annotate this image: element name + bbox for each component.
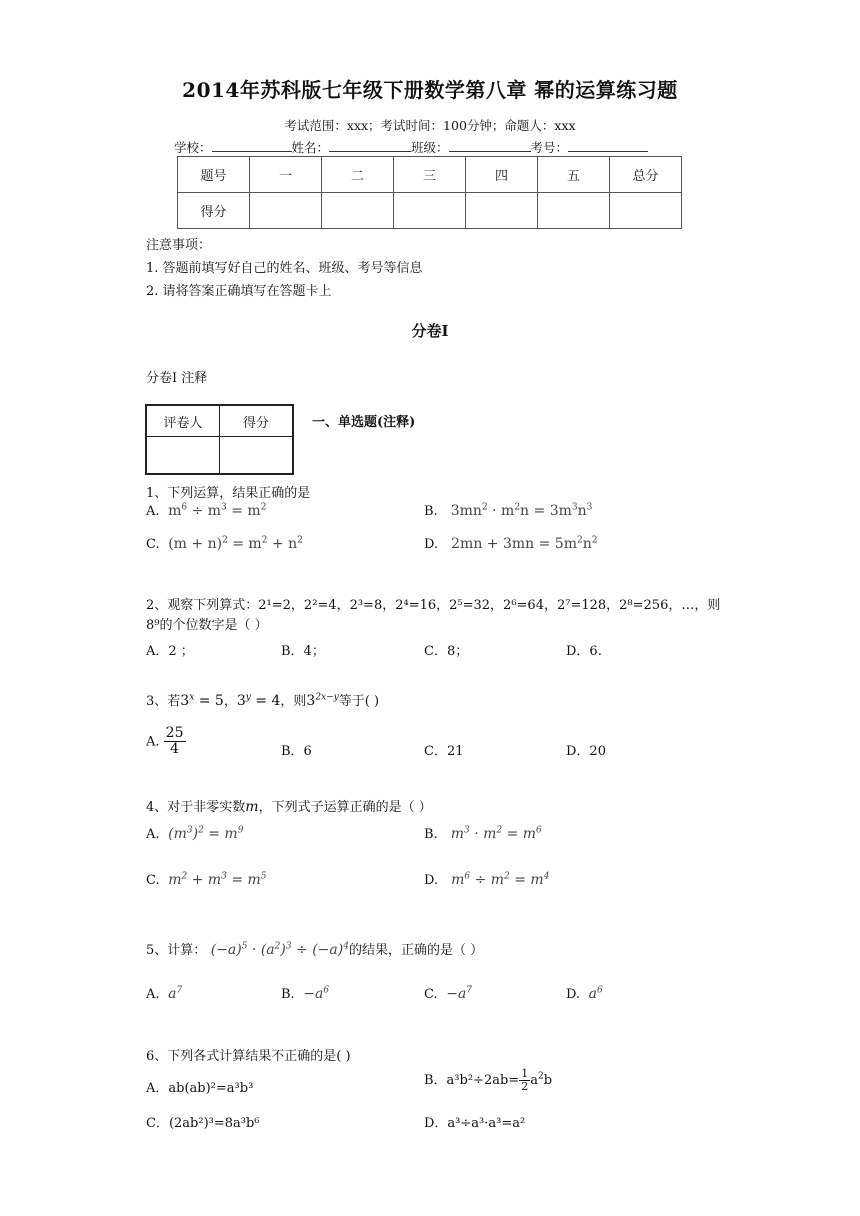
class-label: 班级： [411,140,449,155]
formula: m [245,799,259,815]
option-c[interactable]: C．(2ab²)³=8a³b⁶ [146,1116,260,1131]
option-d[interactable]: D．a³÷a³·a³=a² [424,1116,526,1131]
score-row-label: 题号 [178,157,250,193]
name-blank[interactable] [329,139,411,152]
option-d[interactable]: D. $a^6$ [566,985,603,1002]
option-a[interactable]: A. $a^7$ [146,985,183,1002]
option-a[interactable]: A．ab(ab)²=a³b³ [146,1081,254,1096]
exam-info: 考试范围：xxx；考试时间：100分钟；命题人：xxx [284,118,576,133]
question-stem-line2: 8⁹的个位数字是（ ） [146,618,268,633]
score-table-score-row [178,193,682,229]
option-a[interactable]: A．2 ； [146,644,194,659]
option-d[interactable]: D. $2mn + 3mn = 5m^2n^2$ [424,535,598,552]
part-title: 一、单选题(注释) [312,415,416,430]
fraction-formula: $\frac{1}{2}$ [521,1067,529,1094]
option-c[interactable]: C．8； [424,644,469,659]
option-a[interactable]: A. $(m^3)^2 = m^9$ [146,825,244,842]
score-col-3: 三 [394,157,466,193]
formula: $3^y = 4$ [236,692,281,709]
grader-label: 评卷人 [146,405,220,437]
school-label: 学校： [174,140,212,155]
option-b[interactable]: B．a³b²÷2ab= $\frac{1}{2}$ $a^2b$ [424,1067,553,1094]
formula: $(m + n)^2 = m^2 + n^2$ [163,535,303,552]
grader-table [145,404,294,475]
score-cell[interactable] [394,193,466,229]
score-col-2: 二 [322,157,394,193]
formula: $(-a)^5 \cdot (a^2)^3 \div (-a)^4$ [206,941,349,958]
id-blank[interactable] [568,139,648,152]
formula: $a^6$ [584,985,603,1002]
formula: $m^6 \div m^3 = m^2$ [163,502,267,519]
option-b[interactable]: B. $m^3 \cdot m^2 = m^6$ [424,825,542,842]
score-row-label-2: 得分 [178,193,250,229]
option-b[interactable]: B．4； [281,644,325,659]
formula: $m^3 \cdot m^2 = m^6$ [441,825,542,842]
option-a[interactable]: A. $m^6 \div m^3 = m^2$ [146,502,267,519]
formula: $3^x = 5$ [180,692,224,709]
question-stem: 1、下列运算，结果正确的是 [146,486,311,501]
formula: $(m^3)^2 = m^9$ [163,825,244,842]
formula: $-a^7$ [441,985,473,1002]
id-label: 考号： [530,140,569,155]
option-a[interactable]: A. $\frac{25}{4}$ [146,725,184,758]
score-table-header-row [178,157,682,193]
class-blank[interactable] [449,139,531,152]
fraction-formula: $\frac{25}{4}$ [165,725,184,758]
question-stem: 2、观察下列算式：2¹=2，2²=4，2³=8，2⁴=16，2⁵=32，2⁶=64，2⁷=128，2⁸=256，…，则 [146,598,721,613]
option-c[interactable]: C．21 [424,744,464,759]
grader-cell[interactable] [146,437,220,475]
section-note: 分卷I 注释 [146,371,208,386]
question-stem: 5、计算： $(-a)^5 \cdot (a^2)^3 \div (-a)^4$的结果，正确的是（ ） [146,941,484,958]
score-col-total: 总分 [610,157,682,193]
option-b[interactable]: B. $-a^6$ [281,985,330,1002]
option-c[interactable]: C. $m^2 + m^3 = m^5$ [146,871,267,888]
question-stem: 4、对于非零实数m，下列式子运算正确的是（ ） [146,799,432,815]
option-c[interactable]: C. $-a^7$ [424,985,473,1002]
notes-item: 1. 答题前填写好自己的姓名、班级、考号等信息 [146,261,423,276]
score-col-1: 一 [250,157,322,193]
score-col-4: 四 [466,157,538,193]
score-cell[interactable] [610,193,682,229]
formula: $2mn + 3mn = 5m^2n^2$ [442,535,598,552]
name-label: 姓名： [291,140,330,155]
score-col-5: 五 [538,157,610,193]
notes [146,234,423,303]
formula: $-a^6$ [298,985,330,1002]
option-c[interactable]: C. $(m + n)^2 = m^2 + n^2$ [146,535,303,552]
option-d[interactable]: D．20 [566,744,606,759]
notes-heading: 注意事项： [146,238,212,253]
formula: $a^7$ [163,985,183,1002]
option-d[interactable]: D．6. [566,644,602,659]
option-b[interactable]: B. $3mn^2 \cdot m^2n = 3m^3n^3$ [424,502,593,519]
formula: $3^{2x-y}$ [306,692,339,709]
score-cell[interactable] [322,193,394,229]
score-cell[interactable] [538,193,610,229]
formula: $3mn^2 \cdot m^2n = 3m^3n^3$ [441,502,593,519]
page-title: 2014年苏科版七年级下册数学第八章 幂的运算练习题 [182,78,678,102]
option-b[interactable]: B．6 [281,744,312,759]
student-info-line [174,138,648,156]
question-stem: 6、下列各式计算结果不正确的是( ) [146,1049,351,1064]
section-title: 分卷I [411,322,449,340]
score-cell[interactable] [250,193,322,229]
option-d[interactable]: D. $m^6 \div m^2 = m^4$ [424,871,550,888]
question-stem: 3、若$3^x = 5$，$3^y = 4$，则$3^{2x-y}$等于( ) [146,692,380,709]
formula: $m^2 + m^3 = m^5$ [163,871,267,888]
score-table [177,156,682,229]
grader-score-cell[interactable] [220,437,294,475]
grader-score-label: 得分 [220,405,294,437]
formula: $m^6 \div m^2 = m^4$ [442,871,550,888]
score-cell[interactable] [466,193,538,229]
notes-item: 2. 请将答案正确填写在答题卡上 [146,284,332,299]
school-blank[interactable] [212,139,292,152]
